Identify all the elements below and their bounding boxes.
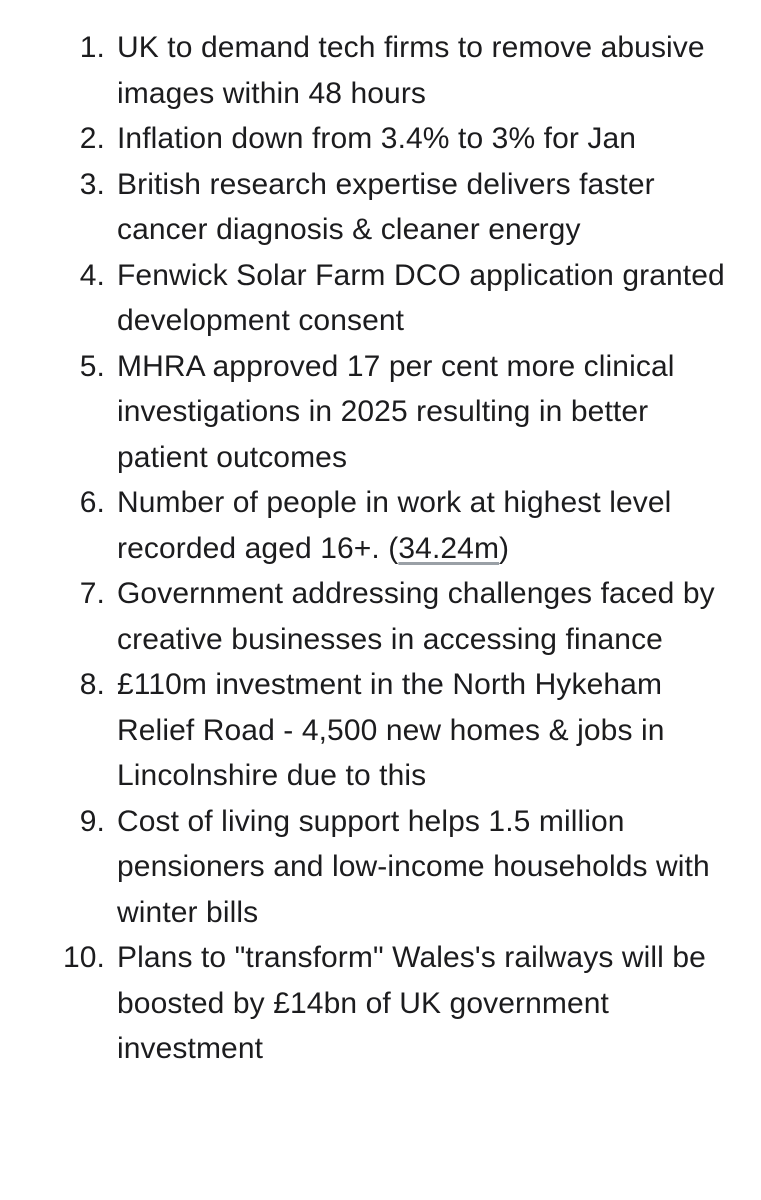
list-item-text: Inflation down from 3.4% to 3% for Jan [117, 122, 637, 155]
list-item-number: 2. [79, 122, 105, 155]
list-item-number: 8. [79, 668, 105, 701]
list-item [0, 25, 761, 116]
list-item [0, 116, 761, 162]
list-item [0, 935, 761, 1072]
list-item-text-before: Number of people in work at highest level recorded aged 16+. ( [117, 486, 672, 565]
list-item-text: Cost of living support helps 1.5 million pensioners and low-income households with winter bills [117, 804, 710, 929]
list-item-text [117, 486, 671, 565]
list-item-number: 3. [79, 167, 105, 201]
list-item [0, 571, 761, 662]
list-item-number: 7. [79, 577, 105, 610]
list-item [0, 253, 761, 344]
list-item-text: Government addressing challenges faced by creative businesses in accessing finance [117, 577, 715, 656]
list-item [0, 662, 761, 799]
list-item-text: British research expertise delivers faster cancer diagnosis & cleaner energy [117, 167, 655, 246]
list-item-number: 6. [79, 486, 105, 519]
list-item-text: Plans to "transform" Wales's railways will be boosted by £14bn of UK government investment [117, 941, 706, 1065]
list-item-text-after: ) [499, 531, 510, 565]
list-item-number: 4. [79, 258, 105, 292]
list-item-text: UK to demand tech firms to remove abusive images within 48 hours [117, 31, 705, 110]
list-item-text: MHRA approved 17 per cent more clinical investigations in 2025 resulting in better patient outcomes [117, 349, 675, 474]
list-item [0, 162, 761, 253]
list-item [0, 480, 761, 571]
list-item-number: 5. [79, 349, 105, 383]
list-item-number: 10. [62, 941, 105, 974]
detected-number-link[interactable]: 34.24m [398, 531, 500, 565]
news-list [0, 25, 761, 1072]
list-item [0, 344, 761, 481]
list-item-number: 9. [79, 804, 105, 838]
list-item-text: Fenwick Solar Farm DCO application granted development consent [117, 258, 725, 337]
list-item [0, 799, 761, 936]
list-item-text: £110m investment in the North Hykeham Relief Road - 4,500 new homes & jobs in Lincolnshire due to this [117, 668, 665, 792]
list-item-number: 1. [79, 31, 105, 64]
